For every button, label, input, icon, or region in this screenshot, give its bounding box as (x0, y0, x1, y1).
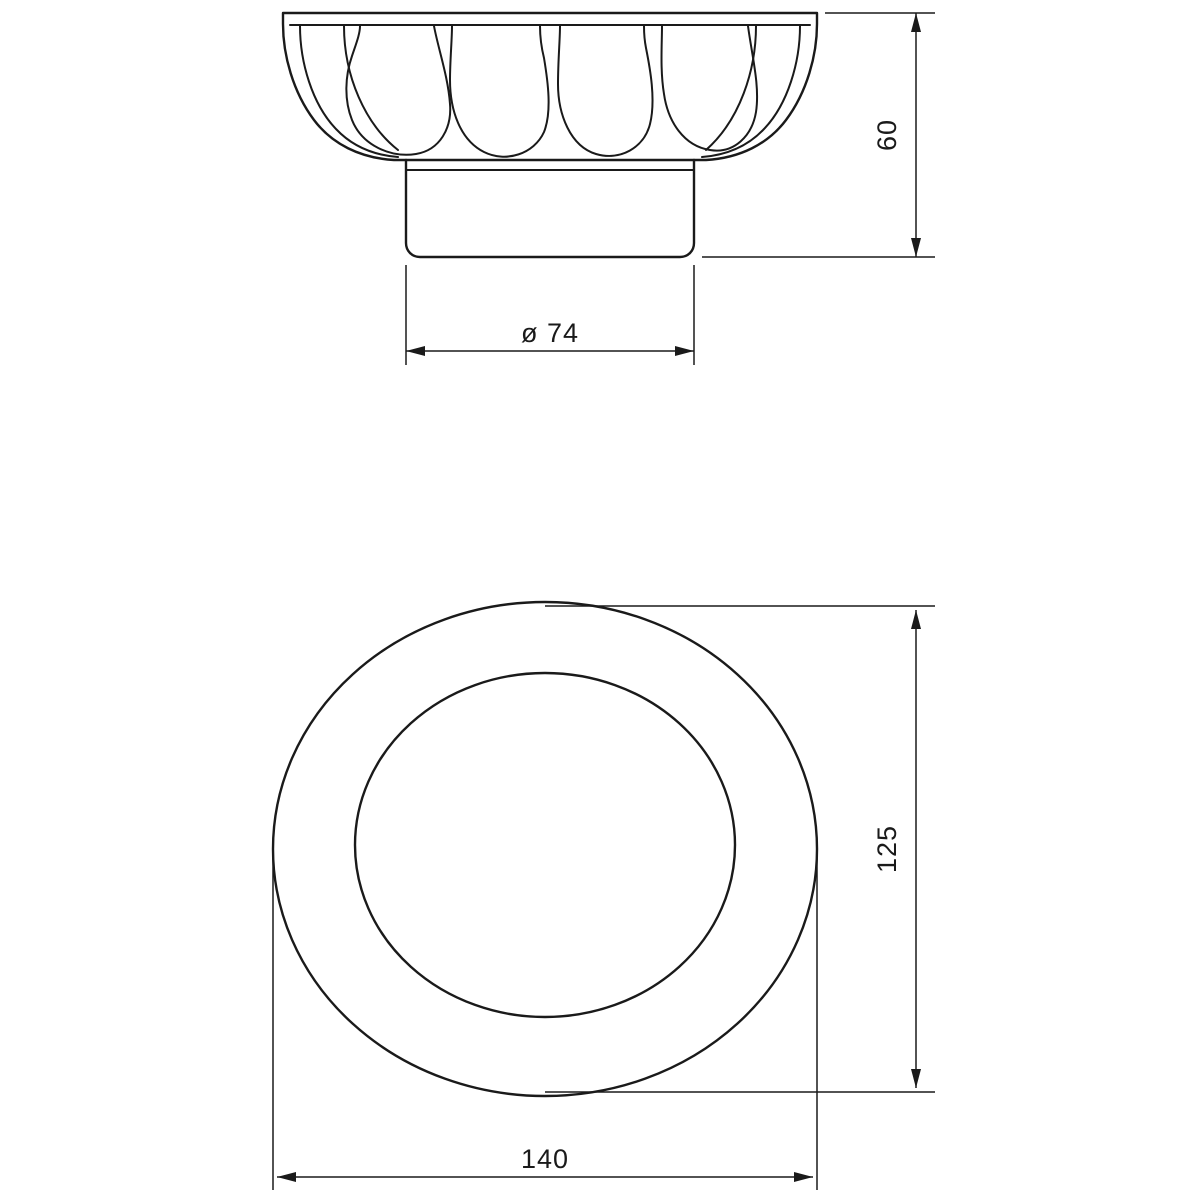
dimension-height-60 (702, 13, 935, 257)
plan-inner-circle (355, 673, 735, 1017)
arrow-left-140 (277, 1172, 296, 1182)
stem-body (406, 160, 694, 257)
dimension-inner-diameter-125 (545, 606, 935, 1092)
dim-label-60: 60 (872, 118, 902, 152)
arrow-top-60 (911, 13, 921, 32)
arrow-top-125 (911, 610, 921, 629)
arrow-bottom-125 (911, 1069, 921, 1088)
dimension-outer-diameter-140 (273, 849, 817, 1190)
petal-4 (558, 26, 653, 156)
petal-5 (662, 26, 758, 151)
dim-label-74: ø 74 (520, 318, 580, 348)
arrow-right-74 (675, 346, 694, 356)
petal-3 (450, 26, 549, 157)
dim-label-140: 140 (520, 1144, 570, 1174)
dimension-base-diameter-74 (406, 265, 694, 365)
petal-1 (344, 26, 398, 150)
petal-2 (346, 26, 450, 155)
side-elevation-view (283, 13, 935, 365)
dim-label-125: 125 (872, 824, 902, 874)
arrow-bottom-60 (911, 238, 921, 257)
arrow-left-74 (406, 346, 425, 356)
arrow-right-140 (794, 1172, 813, 1182)
top-plan-view (273, 602, 935, 1190)
